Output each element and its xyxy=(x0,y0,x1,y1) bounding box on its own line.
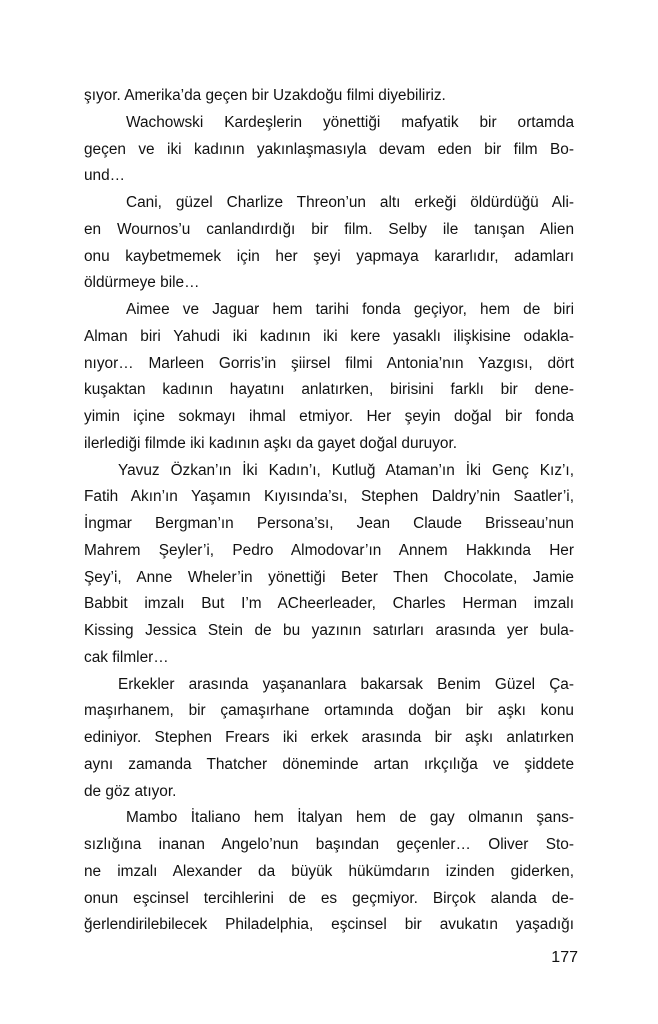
text-line: en Wournos’u canlandırdığı bir film. Selby ile tanışan Alien xyxy=(84,220,574,238)
paragraph-2 xyxy=(84,110,574,190)
paragraph-6 xyxy=(84,672,574,806)
text-line: İngmar Bergman’ın Persona’sı, Jean Claude Brisseau’nun xyxy=(84,515,574,532)
text-line: ne imzalı Alexander da büyük hükümdarın izinden giderken, xyxy=(84,862,574,880)
text-line: geçen ve iki kadının yakınlaşmasıyla devam eden bir film Bo- xyxy=(84,140,574,158)
text-line: Şey’i, Anne Wheler’in yönettiği Beter Then Chocolate, Jamie xyxy=(84,568,574,586)
text-line: Mahrem Şeyler’i, Pedro Almodovar’ın Annem Hakkında Her xyxy=(84,541,574,559)
text-line: sızlığına inanan Angelo’nun başından geçenler… Oliver Sto- xyxy=(84,836,574,853)
text-line: de göz atıyor. xyxy=(84,782,177,800)
text-line: Yavuz Özkan’ın İki Kadın’ı, Kutluğ Ataman’ın İki Genç Kız’ı, xyxy=(118,461,574,479)
text-line: cak filmler… xyxy=(84,648,169,666)
page-number: 177 xyxy=(551,949,578,966)
paragraph-1 xyxy=(84,83,574,110)
text-line: und… xyxy=(84,167,126,185)
text-line: Kissing Jessica Stein de bu yazının satırları arasında yer bula- xyxy=(84,622,574,639)
text-line: onun eşcinsel tercihlerini de es geçmiyor. Birçok alanda de- xyxy=(84,889,574,907)
text-line: şıyor. Amerika’da geçen bir Uzakdoğu filmi diyebiliriz. xyxy=(84,87,446,104)
text-line: Wachowski Kardeşlerin yönettiği mafyatik bir ortamda xyxy=(126,113,574,131)
body-text xyxy=(84,83,574,939)
text-line: ediniyor. Stephen Frears iki erkek arasında bir aşkı anlatırken xyxy=(84,729,574,746)
text-line: Babbit imzalı But I’m ACheerleader, Charles Herman imzalı xyxy=(84,595,574,613)
text-line: ilerlediği filmde iki kadının aşkı da gayet doğal duruyor. xyxy=(84,434,458,452)
text-line: Aimee ve Jaguar hem tarihi fonda geçiyor, hem de biri xyxy=(126,301,574,318)
text-line: aynı zamanda Thatcher döneminde artan ırkçılığa ve şiddete xyxy=(84,755,574,773)
text-line: Alman biri Yahudi iki kadının iki kere yasaklı ilişkisine odakla- xyxy=(84,327,574,345)
text-line: Erkekler arasında yaşananlara bakarsak Benim Güzel Ça- xyxy=(118,675,574,693)
paragraph-3 xyxy=(84,190,574,297)
text-line: Fatih Akın’ın Yaşamın Kıyısında’sı, Stephen Daldry’nin Saatler’i, xyxy=(84,488,574,506)
text-line: Mambo İtaliano hem İtalyan hem de gay olmanın şans- xyxy=(126,809,574,827)
paragraph-7 xyxy=(84,805,574,939)
text-line: öldürmeye bile… xyxy=(84,274,200,292)
text-line: nıyor… Marleen Gorris’in şiirsel filmi Antonia’nın Yazgısı, dört xyxy=(84,354,574,372)
text-line: kuşaktan kadının hayatını anlatırken, birisini farklı bir dene- xyxy=(84,381,574,399)
text-line: onu kaybetmemek için her şeyi yapmaya kararlıdır, adamları xyxy=(84,247,574,265)
paragraph-5 xyxy=(84,458,574,672)
text-line: maşırhanem, bir çamaşırhane ortamında doğan bir aşkı konu xyxy=(84,702,574,720)
text-line: Cani, güzel Charlize Threon’un altı erkeği öldürdüğü Ali- xyxy=(126,194,574,211)
text-line: yimin içine sokmayı ihmal etmiyor. Her şeyin doğal bir fonda xyxy=(84,408,574,425)
paragraph-4 xyxy=(84,297,574,458)
text-line: ğerlendirilebilecek Philadelphia, eşcinsel bir avukatın yaşadığı xyxy=(84,916,574,934)
